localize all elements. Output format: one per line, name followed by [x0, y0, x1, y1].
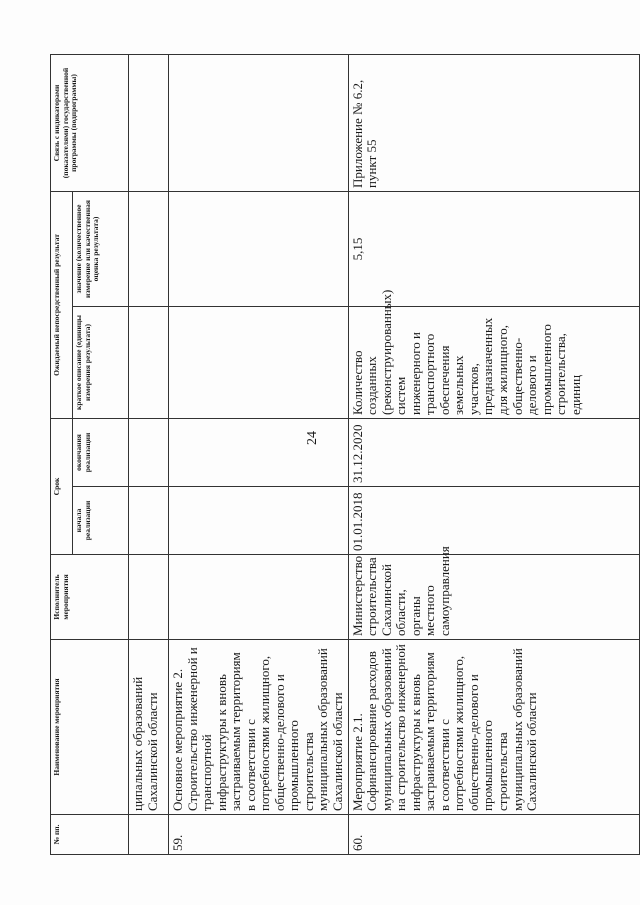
header-expected: Ожидаемый непосредственный результат	[51, 191, 73, 418]
cell-desc: Количество созданных (реконструированных) систем инженерного и транспортного обеспечения земельных участков, предназначенных для жилищного, общественно-делового и промышленного строительства, единиц	[348, 306, 639, 418]
cell-executor	[169, 555, 349, 640]
cell-start	[129, 487, 169, 555]
page-number: 24	[305, 431, 320, 445]
cell-value	[169, 191, 349, 306]
header-executor: Исполнитель мероприятия	[51, 555, 129, 640]
table-row	[348, 54, 639, 854]
measures-table	[50, 54, 640, 855]
cell-name: Мероприятие 2.1. Софинансирование расходов муниципальных образований на строительство инженерной инфраструктуры к вновь застраиваемым территориям в соответствии с потребностями жилищного, общественно-делового и промышленного строительства муниципальных образований Сахалинской области	[348, 640, 639, 815]
cell-desc	[169, 306, 349, 418]
cell-link	[169, 54, 349, 191]
cell-end	[129, 418, 169, 486]
table-row	[169, 54, 349, 854]
header-expected-value: значение (количественное измерение или качественная оценка результата)	[73, 191, 129, 306]
cell-link	[129, 54, 169, 191]
header-expected-desc: краткое описание (единицы измерения результата)	[73, 306, 129, 418]
cell-value: 5,15	[348, 191, 639, 306]
rotated-table-container	[50, 55, 640, 855]
cell-name: ципальных образований Сахалинской области	[129, 640, 169, 815]
header-term-end: окончания реализации	[73, 418, 129, 486]
cell-executor	[129, 555, 169, 640]
cell-num: 59.	[169, 815, 349, 855]
header-term: Срок	[51, 418, 73, 554]
header-num: № пп.	[51, 815, 129, 855]
cell-num: 60.	[348, 815, 639, 855]
cell-end	[169, 418, 349, 486]
cell-value	[129, 191, 169, 306]
cell-executor: Министерство строительства Сахалинской области, органы местного самоуправления	[348, 555, 639, 640]
table-row	[129, 54, 169, 854]
cell-end: 31.12.2020	[348, 418, 639, 486]
header-link: Связь с индикаторами (показателями) государственной программы (подпрограммы)	[51, 54, 129, 191]
cell-start	[169, 487, 349, 555]
cell-start: 01.01.2018	[348, 487, 639, 555]
cell-desc	[129, 306, 169, 418]
cell-link: Приложение № 6.2, пункт 55	[348, 54, 639, 191]
header-name: Наименование мероприятия	[51, 640, 129, 815]
cell-num	[129, 815, 169, 855]
cell-name: Основное мероприятие 2. Строительство инженерной и транспортной инфраструктуры к вновь застраиваемым территориям в соответствии с потребностями жилищного, общественно-делового и промышленного строительства муниципальных образований Сахалинской области	[169, 640, 349, 815]
header-term-start: начала реализации	[73, 487, 129, 555]
